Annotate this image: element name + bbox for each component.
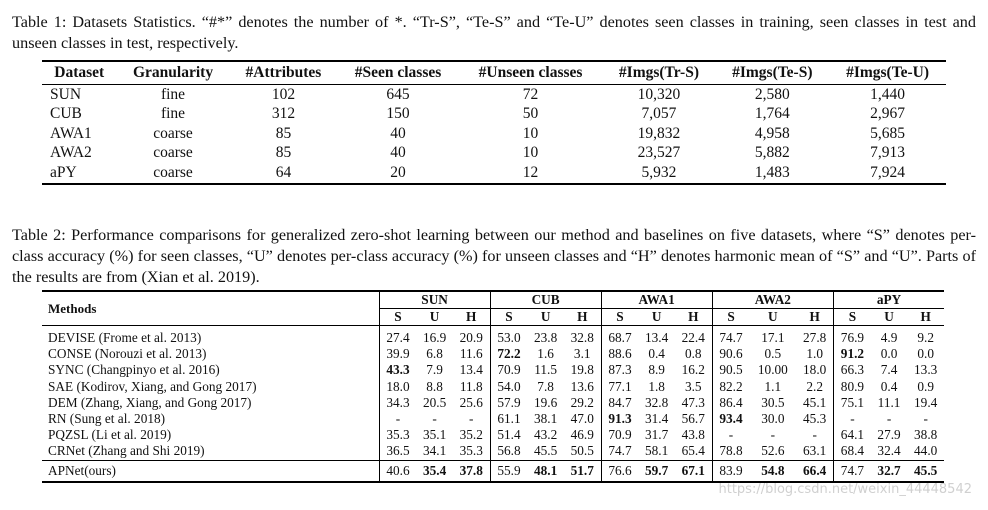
metric-cell: 0.8 <box>684 346 702 362</box>
metric-cell: 8.8 <box>426 378 443 394</box>
metric-cell <box>796 460 833 482</box>
metric-cell: 13.4 <box>644 330 669 346</box>
best-result: 45.5 <box>914 462 938 478</box>
metric-cell: - <box>770 427 776 443</box>
metric-cell: 0.5 <box>764 346 782 362</box>
metric-header: S <box>834 309 871 326</box>
metric-cell: 36.5 <box>379 443 416 460</box>
metric-cell: 6.8 <box>426 346 443 362</box>
table1-cell: 2,580 <box>754 85 790 103</box>
metric-cell: 70.9 <box>601 427 638 443</box>
metric-cell <box>527 460 563 482</box>
table1-header: #Imgs(Te-U) <box>846 64 930 81</box>
metric-cell <box>379 362 416 378</box>
metric-cell: 38.1 <box>533 411 558 427</box>
metric-cell: 57.9 <box>490 395 527 411</box>
metric-cell: 1.1 <box>764 378 782 394</box>
best-result: 66.4 <box>803 462 827 478</box>
metric-cell <box>453 460 490 482</box>
metric-cell: 83.9 <box>712 460 749 482</box>
metric-cell <box>712 411 749 427</box>
best-result: 37.8 <box>459 462 483 478</box>
metric-header: S <box>712 309 749 326</box>
table1-cell: 5,882 <box>754 144 790 162</box>
metric-cell: 32.8 <box>644 394 669 410</box>
table2-row <box>42 443 944 460</box>
metric-cell: 16.2 <box>681 362 705 378</box>
table1-cell: 64 <box>275 163 292 181</box>
table1-cell: fine <box>160 105 186 123</box>
table1-cell: 19,832 <box>637 124 681 142</box>
best-result: 67.1 <box>681 462 705 478</box>
table2-row <box>42 460 944 482</box>
table2-row <box>42 427 944 443</box>
metric-cell: 44.0 <box>914 443 938 459</box>
metric-cell: 17.1 <box>761 330 785 346</box>
metric-cell: 34.1 <box>422 443 447 459</box>
metric-header: H <box>907 309 944 326</box>
table1-cell: 10,320 <box>637 85 681 103</box>
metric-cell: 64.1 <box>834 427 871 443</box>
metric-cell: 10.00 <box>757 362 788 378</box>
table2-row <box>42 362 944 378</box>
metric-cell: 82.2 <box>712 379 749 395</box>
metric-cell: 45.1 <box>803 394 827 410</box>
metric-cell: 19.6 <box>533 394 558 410</box>
metric-cell: 87.3 <box>601 362 638 378</box>
method-name: DEVISE (Frome et al. 2013) <box>48 330 202 346</box>
table1-cell: 12 <box>522 163 539 181</box>
table2-body <box>42 326 944 482</box>
metric-cell: 20.9 <box>459 330 483 346</box>
table1-cell: 5,685 <box>870 124 905 142</box>
table2-caption: Table 2: Performance comparisons for generalized zero-shot learning between our method and baselines on five datasets, where “S” denotes per-class accuracy (%) for seen classes, “U” denotes per-class accuracy (%) for unseen classes and “H” denotes harmonic mean of “S” and “U”. Parts of the results are from (Xian et al. 2019). <box>12 226 976 286</box>
metric-cell: 13.4 <box>459 362 483 378</box>
metric-header: H <box>564 309 601 326</box>
table1-header-row <box>42 61 946 85</box>
metric-cell: 35.1 <box>422 427 447 443</box>
table1-cell: 10 <box>522 144 539 162</box>
method-name: SYNC (Changpinyo et al. 2016) <box>48 362 220 378</box>
table1-cell: 85 <box>275 144 292 162</box>
table1-row <box>42 144 946 164</box>
metric-cell: 61.1 <box>490 411 527 427</box>
metric-cell: - <box>379 411 416 427</box>
table1-cell: SUN <box>50 85 82 103</box>
metric-cell: 30.5 <box>761 394 785 410</box>
table1-cell: 72 <box>522 85 539 103</box>
metric-cell <box>416 460 452 482</box>
method-name: PQZSL (Li et al. 2019) <box>48 427 172 443</box>
metric-cell: 56.8 <box>490 443 527 460</box>
dataset-header: aPY <box>834 291 944 309</box>
metric-cell <box>638 460 674 482</box>
method-name: CONSE (Norouzi et al. 2013) <box>48 346 207 362</box>
metric-cell: 7.4 <box>880 362 898 378</box>
table1-cell: 5,932 <box>641 163 677 181</box>
metric-header: U <box>638 309 674 326</box>
watermark: https://blog.csdn.net/weixin_44448542 <box>718 482 972 497</box>
best-result: 51.7 <box>570 462 594 478</box>
metric-header: H <box>675 309 712 326</box>
metric-cell: 65.4 <box>681 443 705 459</box>
metric-cell <box>490 346 527 362</box>
metric-cell: 56.7 <box>681 411 705 427</box>
table1-cell: 50 <box>522 105 539 123</box>
metric-cell: 19.4 <box>914 394 938 410</box>
metric-cell: 30.0 <box>761 411 785 427</box>
metric-cell: 11.8 <box>459 378 483 394</box>
best-result: 72.2 <box>497 346 521 362</box>
metric-header: U <box>527 309 563 326</box>
table1-cell: 4,958 <box>754 124 790 142</box>
metric-cell: 43.2 <box>533 427 558 443</box>
metric-cell: 35.2 <box>459 427 483 443</box>
metric-cell: 8.9 <box>648 362 665 378</box>
metric-header: S <box>490 309 527 326</box>
metric-cell: 35.3 <box>379 427 416 443</box>
dataset-header: AWA2 <box>712 291 833 309</box>
metric-header: S <box>601 309 638 326</box>
table1-cell: AWA2 <box>50 144 92 162</box>
table1-row <box>42 163 946 184</box>
best-result: 59.7 <box>644 462 669 478</box>
metric-header: U <box>871 309 907 326</box>
dataset-statistics-table <box>42 60 946 185</box>
best-result: 54.8 <box>761 462 785 478</box>
table1-header: #Seen classes <box>354 64 442 81</box>
metric-cell: 90.6 <box>712 346 749 362</box>
metric-cell: - <box>469 411 474 427</box>
metric-cell: - <box>886 411 892 427</box>
dataset-header: CUB <box>490 291 601 309</box>
best-result: 93.4 <box>719 411 743 427</box>
metric-cell: 9.2 <box>917 330 934 346</box>
metric-cell: 51.4 <box>490 427 527 443</box>
metric-cell: 77.1 <box>601 379 638 395</box>
metric-cell: 70.9 <box>490 362 527 378</box>
table1-cell: 102 <box>271 85 296 103</box>
table1-cell: aPY <box>50 163 77 181</box>
metric-cell: 47.3 <box>681 394 705 410</box>
table2-dataset-header-row <box>42 291 944 309</box>
table1-body <box>42 85 946 184</box>
metric-cell: 88.6 <box>601 346 638 362</box>
metric-cell: 68.7 <box>601 326 638 347</box>
metric-header: U <box>416 309 452 326</box>
table1-header: #Imgs(Tr-S) <box>618 64 699 81</box>
metric-cell: 7.8 <box>537 378 554 394</box>
best-result: 91.2 <box>840 346 865 362</box>
metric-cell: 53.0 <box>490 326 527 347</box>
metric-header: H <box>453 309 490 326</box>
metric-cell: 45.3 <box>803 411 827 427</box>
metric-cell <box>564 460 601 482</box>
metric-cell: 90.5 <box>712 362 749 378</box>
metric-cell: 46.9 <box>570 427 594 443</box>
metric-cell: 74.7 <box>834 460 871 482</box>
metric-cell: 63.1 <box>803 443 827 459</box>
table1-cell: 1,440 <box>870 85 905 103</box>
metric-cell: 32.4 <box>877 443 901 459</box>
table1-cell: 645 <box>386 85 410 103</box>
table2-row <box>42 379 944 395</box>
metric-cell: 11.5 <box>534 362 557 378</box>
table1-row <box>42 124 946 144</box>
metric-cell: 55.9 <box>490 460 527 482</box>
metric-cell: 86.4 <box>712 395 749 411</box>
metric-cell: 13.3 <box>914 362 938 378</box>
table1-cell: 10 <box>522 124 539 142</box>
metric-cell: 58.1 <box>644 443 669 459</box>
method-name: RN (Sung et al. 2018) <box>48 411 166 427</box>
metric-cell: 19.8 <box>570 362 594 378</box>
metric-cell: - <box>834 411 871 427</box>
method-name: APNet(ours) <box>42 460 379 482</box>
metric-cell: 18.0 <box>803 362 827 378</box>
metric-cell: 0.0 <box>917 346 934 362</box>
metric-cell: 25.6 <box>459 394 483 410</box>
metric-cell: 27.4 <box>379 326 416 347</box>
metric-cell <box>834 346 871 362</box>
table1-cell: 7,924 <box>870 163 905 181</box>
table2-row <box>42 395 944 411</box>
metric-cell: 1.0 <box>806 346 823 362</box>
metric-cell: 11.1 <box>877 394 901 410</box>
table2-row <box>42 411 944 427</box>
table1-cell: coarse <box>153 163 193 181</box>
table1-header: #Attributes <box>245 64 322 81</box>
metric-cell: 31.7 <box>644 427 669 443</box>
table1-cell: 312 <box>271 105 296 123</box>
metric-cell: 84.7 <box>601 395 638 411</box>
best-result: 32.7 <box>877 462 901 478</box>
metric-cell: 0.4 <box>880 378 898 394</box>
metric-cell: 52.6 <box>761 443 785 459</box>
table2-row <box>42 346 944 362</box>
metric-header: U <box>749 309 796 326</box>
metric-cell: 27.8 <box>803 330 827 346</box>
metric-cell: 4.9 <box>880 330 898 346</box>
metric-cell: 11.6 <box>459 346 483 362</box>
metric-cell <box>749 460 796 482</box>
table1-cell: fine <box>160 85 186 103</box>
table1-cell: 40 <box>390 124 406 142</box>
metric-cell: 39.9 <box>379 346 416 362</box>
table1-row <box>42 85 946 105</box>
metric-cell: 76.6 <box>601 460 638 482</box>
metric-cell: 0.0 <box>880 346 898 362</box>
table1-cell: 2,967 <box>870 105 905 123</box>
metric-cell: 23.8 <box>533 330 558 346</box>
metric-cell: 50.5 <box>570 443 594 459</box>
table1-cell: 85 <box>275 124 292 142</box>
metric-cell: - <box>432 411 437 427</box>
metric-cell: 16.9 <box>422 330 447 346</box>
table2-row <box>42 326 944 347</box>
table1-cell: AWA1 <box>50 124 92 142</box>
best-result: 48.1 <box>533 462 558 478</box>
metric-cell: 3.1 <box>573 346 591 362</box>
metric-cell: 2.2 <box>806 378 823 394</box>
metric-cell <box>871 460 907 482</box>
metric-cell: 40.6 <box>379 460 416 482</box>
metric-cell: 43.8 <box>681 427 705 443</box>
table1-header: Granularity <box>132 64 214 81</box>
metric-cell: 45.5 <box>533 443 558 459</box>
table1-cell: coarse <box>153 144 193 162</box>
table1-cell: 40 <box>390 144 406 162</box>
metric-cell: 27.9 <box>877 427 901 443</box>
table1-caption: Table 1: Datasets Statistics. “#*” denotes the number of *. “Tr-S”, “Te-S” and “Te-U” denotes seen classes in training, seen classes in test and unseen classes in test, respectively. <box>12 13 976 52</box>
best-result: 35.4 <box>422 462 447 478</box>
table1-header: Dataset <box>54 64 105 81</box>
metric-cell: 75.1 <box>834 395 871 411</box>
metric-cell: - <box>923 411 928 427</box>
metric-cell: 74.7 <box>712 326 749 347</box>
metric-cell: 1.8 <box>648 378 665 394</box>
table1-header: #Imgs(Te-S) <box>732 64 813 81</box>
table1-cell: 1,764 <box>754 105 790 123</box>
metric-cell <box>675 460 712 482</box>
best-result: 43.3 <box>386 362 410 378</box>
metric-cell: 32.8 <box>570 330 594 346</box>
metric-cell: 31.4 <box>644 411 669 427</box>
metric-cell: 78.8 <box>712 443 749 460</box>
method-name: DEM (Zhang, Xiang, and Gong 2017) <box>48 394 252 410</box>
metric-cell: 0.4 <box>648 346 665 362</box>
metric-cell: 1.6 <box>537 346 554 362</box>
metric-cell: 7.9 <box>426 362 443 378</box>
metric-header: H <box>796 309 833 326</box>
metric-cell: 13.6 <box>570 378 594 394</box>
table1-cell: 150 <box>386 105 410 123</box>
metric-cell <box>907 460 944 482</box>
metric-cell: 74.7 <box>601 443 638 460</box>
metric-cell: 54.0 <box>490 379 527 395</box>
metric-cell: 47.0 <box>570 411 594 427</box>
table1-cell: 20 <box>390 163 406 181</box>
metric-cell: 34.3 <box>379 395 416 411</box>
metric-cell: - <box>712 427 749 443</box>
dataset-header: AWA1 <box>601 291 712 309</box>
best-result: 91.3 <box>608 411 632 427</box>
table1-header: #Unseen classes <box>478 64 583 81</box>
metric-cell: - <box>812 427 817 443</box>
metric-cell: 66.3 <box>834 362 871 378</box>
metric-cell: 38.8 <box>914 427 938 443</box>
metric-header: S <box>379 309 416 326</box>
metric-cell: 76.9 <box>834 326 871 347</box>
method-name: SAE (Kodirov, Xiang, and Gong 2017) <box>48 378 257 394</box>
table1-cell: 7,057 <box>641 105 677 123</box>
metric-cell: 68.4 <box>834 443 871 460</box>
metric-cell: 20.5 <box>422 394 447 410</box>
metric-cell: 29.2 <box>570 394 594 410</box>
table1-cell: 7,913 <box>870 144 905 162</box>
metric-cell: 35.3 <box>459 443 483 459</box>
metric-cell: 3.5 <box>684 378 702 394</box>
methods-header: Methods <box>48 300 97 316</box>
gzsl-performance-table <box>42 290 944 483</box>
table1-cell: coarse <box>153 124 193 142</box>
table1-row <box>42 105 946 125</box>
table1-cell: 23,527 <box>637 144 681 162</box>
metric-cell <box>601 411 638 427</box>
metric-cell: 80.9 <box>834 379 871 395</box>
metric-cell: 22.4 <box>681 330 705 346</box>
table1-cell: CUB <box>50 105 82 123</box>
dataset-header: SUN <box>379 291 490 309</box>
metric-cell: 0.9 <box>917 378 934 394</box>
method-name: CRNet (Zhang and Shi 2019) <box>48 443 205 459</box>
metric-cell: 18.0 <box>379 379 416 395</box>
table1-cell: 1,483 <box>754 163 790 181</box>
